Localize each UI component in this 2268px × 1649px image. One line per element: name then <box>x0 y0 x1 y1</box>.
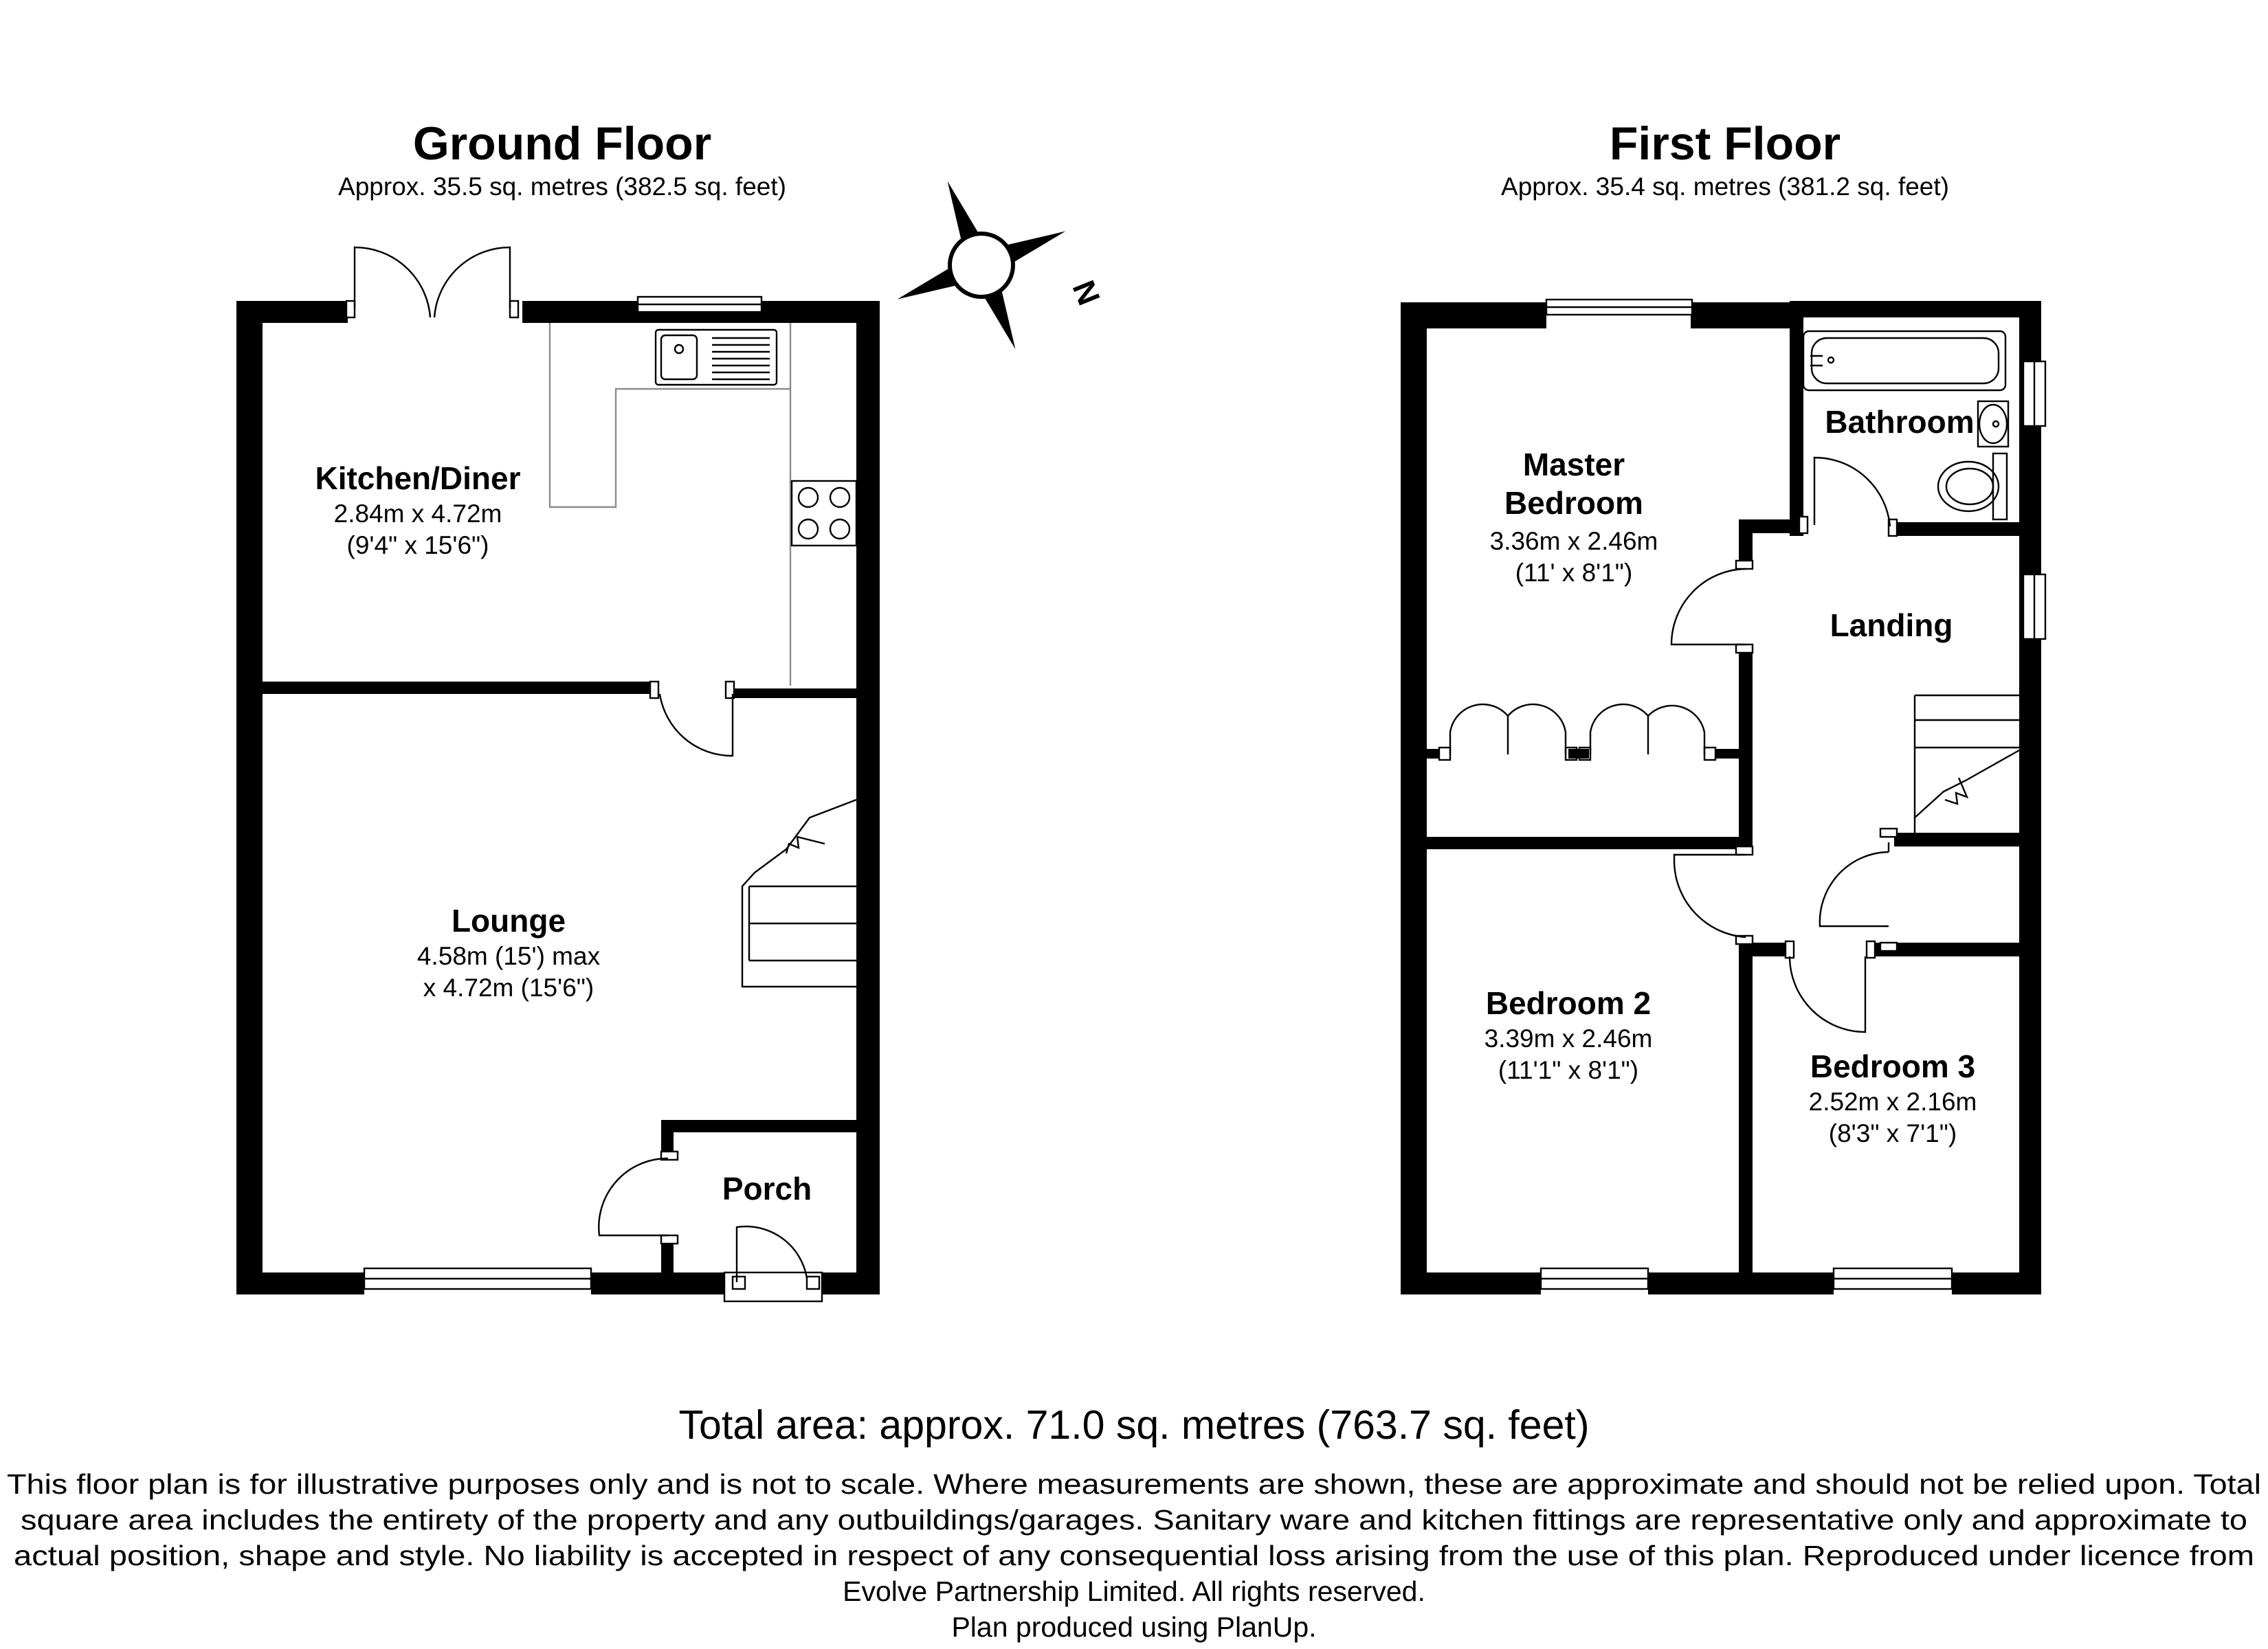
basin-icon <box>1978 401 2008 447</box>
bedroom-2-dimensions: 3.39m x 2.46m <box>1484 1024 1653 1053</box>
bedroom-2-dimensions-imperial: (11'1" x 8'1") <box>1498 1056 1639 1084</box>
landing-label: Landing <box>1830 607 1953 643</box>
kitchen-door <box>650 682 734 756</box>
cupboard-door <box>1820 829 1897 951</box>
bedroom-3-dimensions-imperial: (8'3" x 7'1") <box>1828 1119 1957 1147</box>
disclaimer-line-5: Plan produced using PlanUp. <box>951 1611 1317 1643</box>
ground-floor-staircase <box>742 800 856 987</box>
front-door <box>724 1226 822 1301</box>
disclaimer-line-1: This floor plan is for illustrative purposes only and is not to scale. Where measurements are shown, these are approximate and should not be relied upon. Total <box>7 1468 2262 1500</box>
bathroom-label: Bathroom <box>1825 404 1975 440</box>
master-bedroom-door <box>1671 561 1753 653</box>
sink-icon <box>656 330 777 385</box>
total-area: Total area: approx. 71.0 sq. metres (763.7 sq. feet) <box>678 1402 1590 1448</box>
master-bedroom-label: Master <box>1522 447 1625 482</box>
hob-icon <box>792 481 856 546</box>
first-floor-staircase <box>1915 695 2019 833</box>
master-bedroom-dimensions: 3.36m x 2.46m <box>1489 527 1658 555</box>
lounge-dimensions: 4.58m (15') max <box>416 942 601 970</box>
lounge-dimensions-max: x 4.72m (15'6") <box>423 974 594 1002</box>
ground-floor-area: Approx. 35.5 sq. metres (382.5 sq. feet) <box>338 172 786 201</box>
ground-floor-title: Ground Floor <box>412 117 712 170</box>
disclaimer <box>7 1468 2261 1643</box>
toilet-icon <box>1938 453 2007 519</box>
compass-north-label: N <box>1065 275 1108 311</box>
bedroom-3-dimensions: 2.52m x 2.16m <box>1808 1088 1977 1116</box>
porch-inner-door <box>599 1152 678 1244</box>
compass-icon <box>863 147 1100 383</box>
kitchen-label: Kitchen/Diner <box>315 460 521 496</box>
kitchen-dimensions-imperial: (9'4" x 15'6") <box>346 531 489 559</box>
ground-floor-walls <box>236 301 880 1294</box>
ground-floor-plan <box>236 117 880 1301</box>
bedroom-2-door <box>1674 846 1753 944</box>
disclaimer-line-2: square area includes the entirety of the property and any outbuildings/garages. Sanitary ware and kitchen fittings are representative only and approximate to <box>21 1504 2248 1536</box>
bathroom-door <box>1799 458 1897 536</box>
bedroom-2-label: Bedroom 2 <box>1485 985 1652 1021</box>
porch-label: Porch <box>722 1171 812 1207</box>
lounge-label: Lounge <box>451 903 566 939</box>
kitchen-fittings <box>550 323 856 686</box>
bath-icon <box>1803 331 2005 390</box>
master-bedroom-label-2: Bedroom <box>1504 485 1643 521</box>
kitchen-dimensions: 2.84m x 4.72m <box>333 500 502 528</box>
master-bedroom-dimensions-imperial: (11' x 8'1") <box>1515 559 1633 587</box>
first-floor-area: Approx. 35.4 sq. metres (381.2 sq. feet) <box>1501 172 1949 201</box>
first-floor-plan <box>1401 117 2045 1294</box>
bedroom-3-label: Bedroom 3 <box>1810 1048 1976 1084</box>
disclaimer-line-3: actual position, shape and style. No liability is accepted in respect of any consequential loss arising from the use of this plan. Reproduced under licence from <box>14 1540 2254 1571</box>
french-doors <box>346 247 518 317</box>
disclaimer-line-4: Evolve Partnership Limited. All rights reserved. <box>843 1575 1425 1607</box>
wardrobes <box>1427 704 1739 760</box>
first-floor-title: First Floor <box>1609 117 1841 170</box>
bedroom-3-door <box>1786 941 1875 1032</box>
